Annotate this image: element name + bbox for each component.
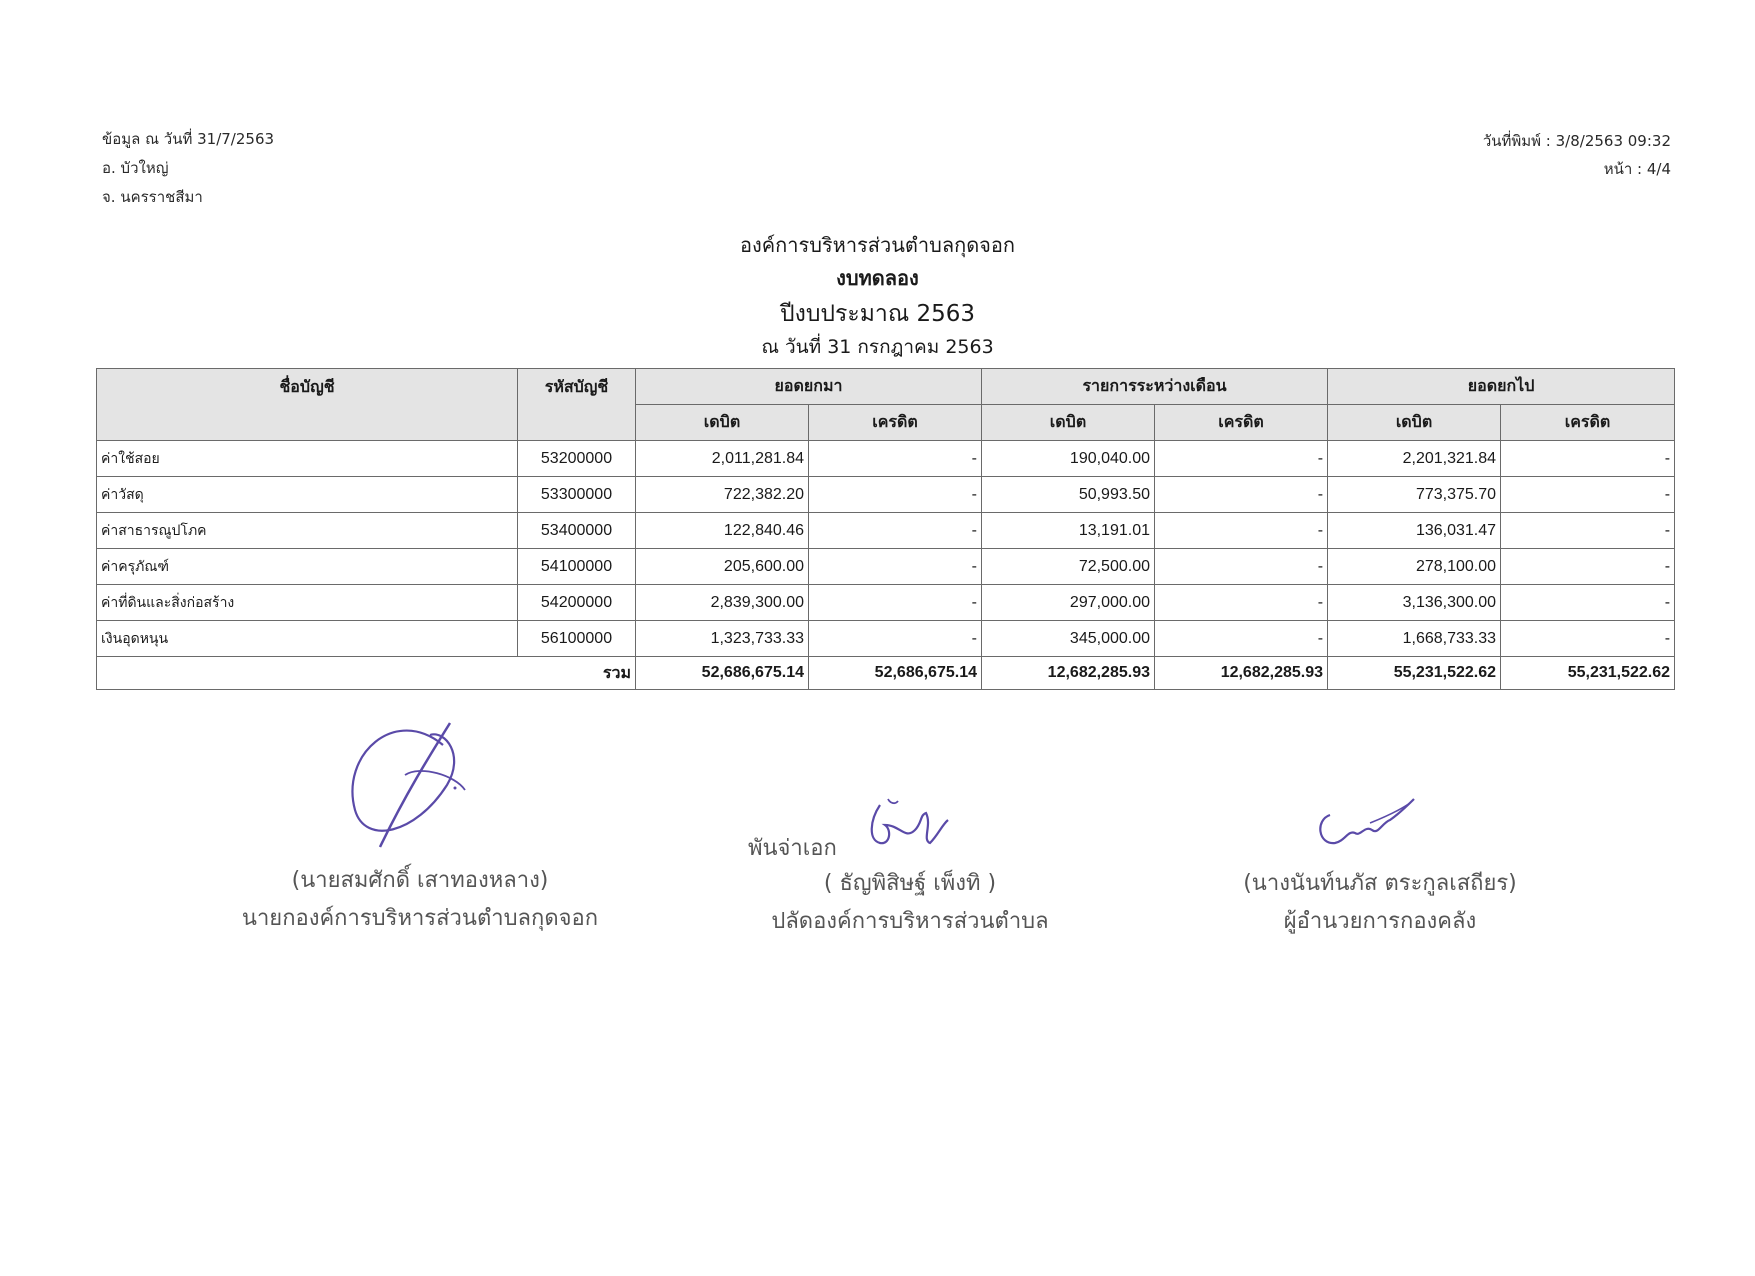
header-bf-debit: เดบิต: [636, 405, 809, 441]
bf-credit: -: [809, 549, 982, 585]
m-debit: 345,000.00: [982, 621, 1155, 657]
header-cf-credit: เครดิต: [1501, 405, 1675, 441]
total-label: รวม: [97, 657, 636, 690]
bf-credit: -: [809, 513, 982, 549]
table-row: [97, 585, 1675, 621]
as-of-date: ณ วันที่ 31 กรกฎาคม 2563: [761, 336, 994, 358]
account-name: ค่าใช้สอย: [97, 441, 518, 477]
signatory-center-title: ปลัดองค์การบริหารส่วนตำบล: [771, 909, 1049, 934]
m-debit: 297,000.00: [982, 585, 1155, 621]
total-cf-debit: 55,231,522.62: [1328, 657, 1501, 690]
cf-debit: 278,100.00: [1328, 549, 1501, 585]
table-row: [97, 513, 1675, 549]
cf-credit: -: [1501, 585, 1675, 621]
bf-debit: 122,840.46: [636, 513, 809, 549]
account-code: 54200000: [518, 585, 636, 621]
header-m-debit: เดบิต: [982, 405, 1155, 441]
m-credit: -: [1155, 441, 1328, 477]
m-debit: 190,040.00: [982, 441, 1155, 477]
bf-credit: -: [809, 441, 982, 477]
total-m-credit: 12,682,285.93: [1155, 657, 1328, 690]
signatory-left-name: (นายสมศักดิ์ เสาทองหลาง): [291, 868, 549, 893]
print-date: วันที่พิมพ์ : 3/8/2563 09:32: [1482, 132, 1671, 150]
account-code: 56100000: [518, 621, 636, 657]
report-title: งบทดลอง: [836, 266, 919, 290]
organization-title: องค์การบริหารส่วนตำบลกุดจอก: [739, 233, 1016, 257]
signature-center: [860, 795, 950, 855]
header-during-month: รายการระหว่างเดือน: [982, 369, 1328, 405]
cf-credit: -: [1501, 441, 1675, 477]
header-account-code: รหัสบัญชี: [518, 369, 636, 441]
cf-debit: 2,201,321.84: [1328, 441, 1501, 477]
m-credit: -: [1155, 621, 1328, 657]
header-brought-forward: ยอดยกมา: [636, 369, 982, 405]
trial-balance-table: [96, 368, 1675, 690]
table-row: [97, 477, 1675, 513]
m-credit: -: [1155, 585, 1328, 621]
total-m-debit: 12,682,285.93: [982, 657, 1155, 690]
header-row-top: [97, 369, 1675, 405]
account-code: 53200000: [518, 441, 636, 477]
table-row: [97, 549, 1675, 585]
cf-debit: 773,375.70: [1328, 477, 1501, 513]
data-date: ข้อมูล ณ วันที่ 31/7/2563: [102, 130, 275, 148]
signatory-right-title: ผู้อำนวยการกองคลัง: [1283, 909, 1477, 934]
cf-debit: 1,668,733.33: [1328, 621, 1501, 657]
signatory-right-name: (นางนันท์นภัส ตระกูลเสถียร): [1243, 871, 1517, 896]
account-code: 53300000: [518, 477, 636, 513]
m-credit: -: [1155, 513, 1328, 549]
bf-credit: -: [809, 477, 982, 513]
bf-debit: 722,382.20: [636, 477, 809, 513]
account-name: ค่าวัสดุ: [97, 477, 518, 513]
cf-credit: -: [1501, 549, 1675, 585]
table-row: [97, 441, 1675, 477]
page-number: หน้า : 4/4: [1603, 160, 1671, 178]
account-name: ค่าที่ดินและสิ่งก่อสร้าง: [97, 585, 518, 621]
header-cf-debit: เดบิต: [1328, 405, 1501, 441]
m-credit: -: [1155, 549, 1328, 585]
cf-debit: 3,136,300.00: [1328, 585, 1501, 621]
signatory-center-rank: พันจ่าเอก: [748, 836, 837, 861]
m-credit: -: [1155, 477, 1328, 513]
district: อ. บัวใหญ่: [102, 159, 169, 177]
header-bf-credit: เครดิต: [809, 405, 982, 441]
signatory-center-name: ( ธัญพิสิษฐ์ เพ็งทิ ): [823, 871, 997, 896]
m-debit: 13,191.01: [982, 513, 1155, 549]
header-m-credit: เครดิต: [1155, 405, 1328, 441]
total-bf-credit: 52,686,675.14: [809, 657, 982, 690]
bf-debit: 2,011,281.84: [636, 441, 809, 477]
total-row: [97, 657, 1675, 690]
account-name: ค่าสาธารณูปโภค: [97, 513, 518, 549]
bf-debit: 2,839,300.00: [636, 585, 809, 621]
cf-debit: 136,031.47: [1328, 513, 1501, 549]
signatory-left-title: นายกองค์การบริหารส่วนตำบลกุดจอก: [241, 906, 599, 931]
province: จ. นครราชสีมา: [102, 188, 203, 206]
account-name: ค่าครุภัณฑ์: [97, 549, 518, 585]
bf-credit: -: [809, 585, 982, 621]
m-debit: 72,500.00: [982, 549, 1155, 585]
total-cf-credit: 55,231,522.62: [1501, 657, 1675, 690]
table-row: [97, 621, 1675, 657]
bf-debit: 1,323,733.33: [636, 621, 809, 657]
signature-left: [335, 715, 485, 855]
account-code: 53400000: [518, 513, 636, 549]
signature-right: [1310, 795, 1420, 855]
bf-debit: 205,600.00: [636, 549, 809, 585]
cf-credit: -: [1501, 513, 1675, 549]
header-account-name: ชื่อบัญชี: [97, 369, 518, 441]
fiscal-year: ปีงบประมาณ 2563: [780, 301, 975, 327]
cf-credit: -: [1501, 621, 1675, 657]
m-debit: 50,993.50: [982, 477, 1155, 513]
header-carried-forward: ยอดยกไป: [1328, 369, 1675, 405]
total-bf-debit: 52,686,675.14: [636, 657, 809, 690]
account-name: เงินอุดหนุน: [97, 621, 518, 657]
bf-credit: -: [809, 621, 982, 657]
account-code: 54100000: [518, 549, 636, 585]
cf-credit: -: [1501, 477, 1675, 513]
